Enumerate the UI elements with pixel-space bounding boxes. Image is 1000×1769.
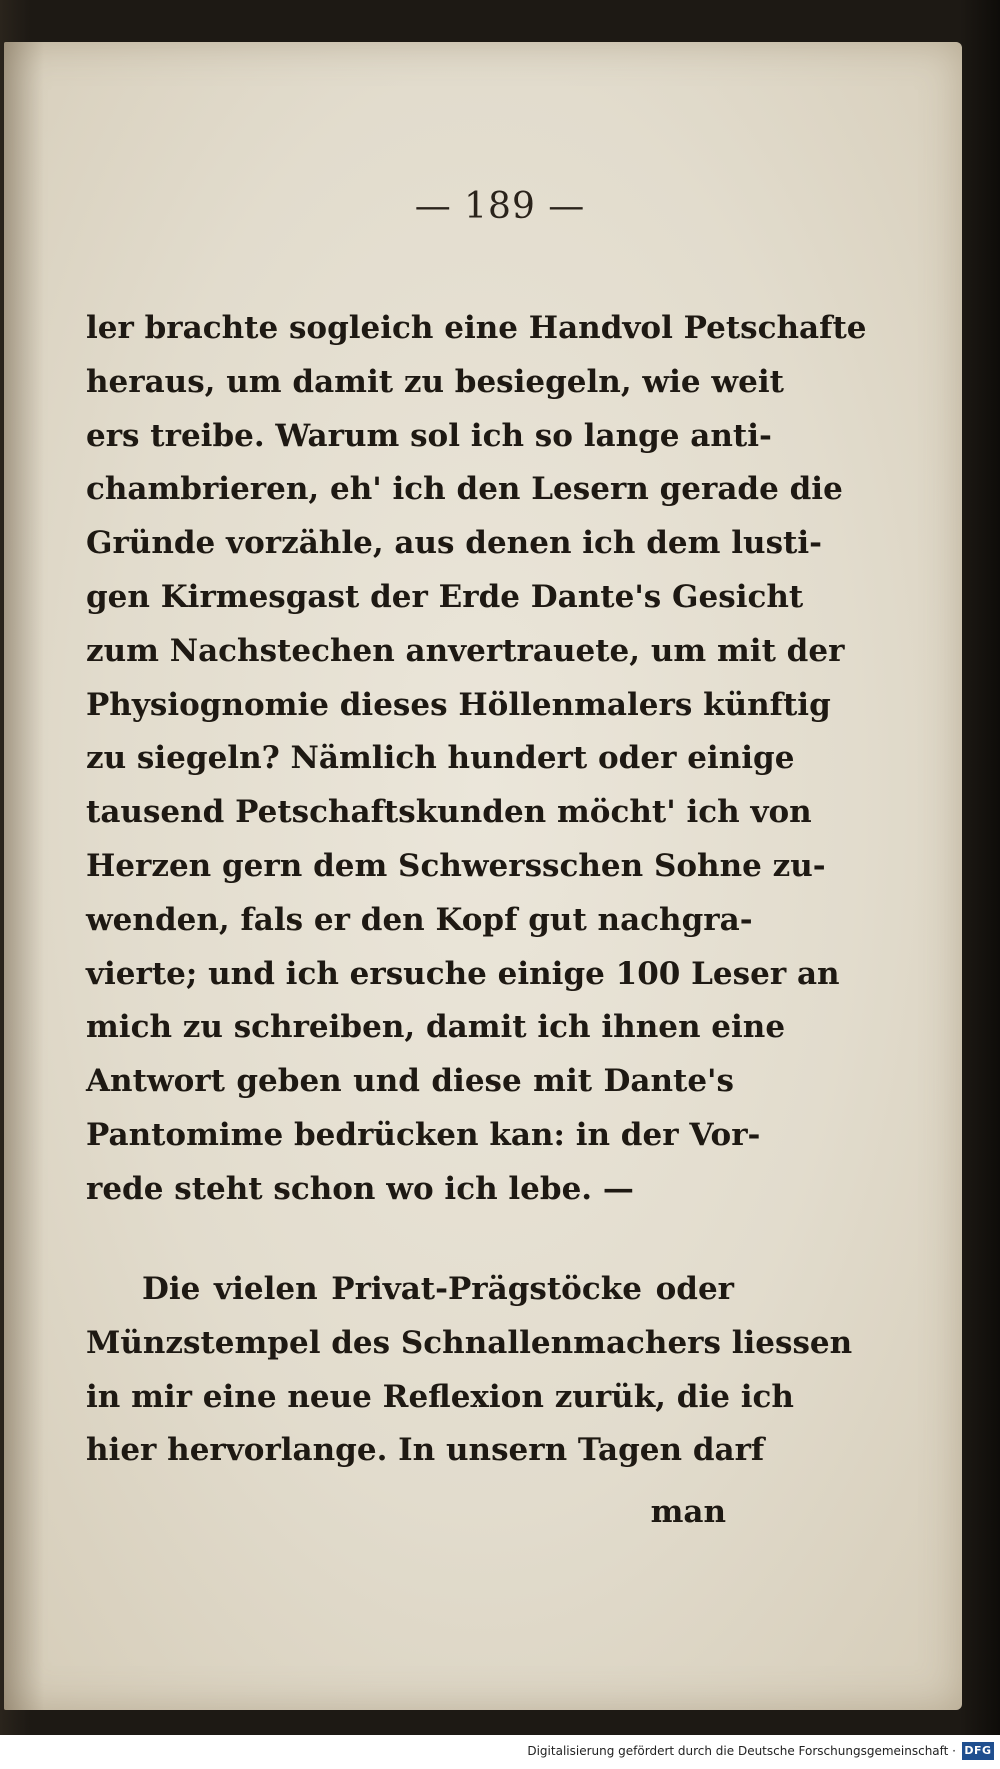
text-line: Gründe vorzähle, aus denen ich dem lusti- <box>86 525 822 562</box>
text-line: Münzstempel des Schnallenmachers liessen <box>86 1324 853 1361</box>
text-line: chambrieren, eh' ich den Lesern gerade die <box>86 471 843 508</box>
text-line: in mir eine neue Reflexion zurük, die ich <box>86 1378 794 1415</box>
paragraph-2 <box>86 1263 853 1478</box>
text-line: mich zu schreiben, damit ich ihnen eine <box>86 1009 786 1046</box>
text-line: gen Kirmesgast der Erde Dante's Gesicht <box>86 578 804 615</box>
text-line: hier hervorlange. In unsern Tagen darf <box>86 1432 765 1469</box>
text-line: zum Nachstechen anvertrauete, um mit der <box>86 632 845 669</box>
text-line: Die vielen Privat-Prägstöcke oder <box>142 1271 734 1307</box>
text-line: heraus, um damit zu besiegeln, wie weit <box>86 363 784 400</box>
text-line: Physiognomie dieses Höllenmalers künftig <box>86 686 831 723</box>
footer-bar <box>0 1735 1000 1769</box>
text-line: Antwort geben und diese mit Dante's <box>86 1063 734 1100</box>
footer-credit: Digitalisierung gefördert durch die Deutsche Forschungsgemeinschaft · <box>527 1744 956 1758</box>
text-line: wenden, fals er den Kopf gut nachgra- <box>86 901 753 938</box>
page-number-header: — 189 — <box>414 186 586 227</box>
text-line: Herzen gern dem Schwersschen Sohne zu- <box>86 847 826 884</box>
text-line: ers treibe. Warum sol ich so lange anti- <box>86 417 772 454</box>
spine-shadow <box>4 42 44 1710</box>
dfg-logo-icon: DFG <box>962 1742 994 1760</box>
paragraph-1 <box>86 302 867 1217</box>
text-line: zu siegeln? Nämlich hundert oder einige <box>86 740 795 777</box>
text-line: Pantomime bedrücken kan: in der Vor- <box>86 1116 761 1153</box>
text-line: rede steht schon wo ich lebe. — <box>86 1170 634 1207</box>
catchword: man <box>650 1494 726 1530</box>
text-line: ler brachte sogleich eine Handvol Petschafte <box>86 310 867 346</box>
text-line: vierte; und ich ersuche einige 100 Leser an <box>86 955 840 992</box>
text-line: tausend Petschaftskunden möcht' ich von <box>86 794 812 831</box>
